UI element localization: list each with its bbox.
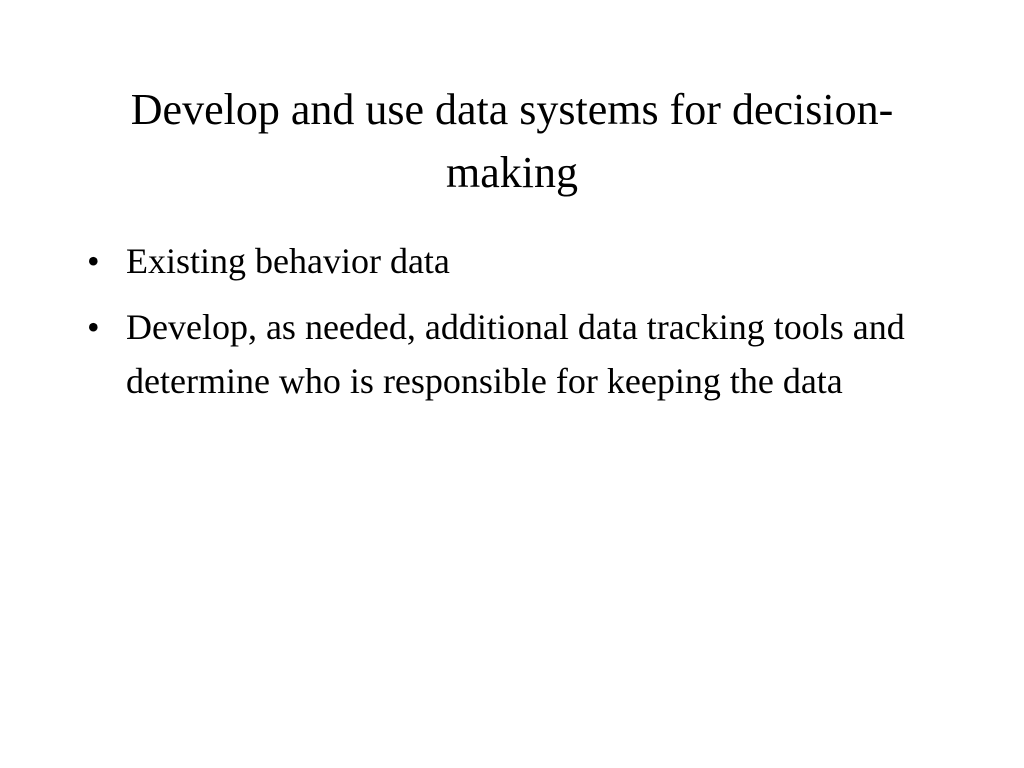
bullet-item [82, 234, 952, 288]
bullet-text: Existing behavior data [126, 241, 450, 281]
slide-title: Develop and use data systems for decision-making [130, 85, 894, 197]
bullet-dot-icon: • [87, 241, 100, 281]
bullet-dot-icon: • [87, 307, 100, 347]
bullet-text: Develop, as needed, additional data tracking tools and determine who is responsible for keeping the data [126, 307, 905, 401]
bullet-item [82, 300, 952, 408]
bullet-list [82, 234, 952, 420]
